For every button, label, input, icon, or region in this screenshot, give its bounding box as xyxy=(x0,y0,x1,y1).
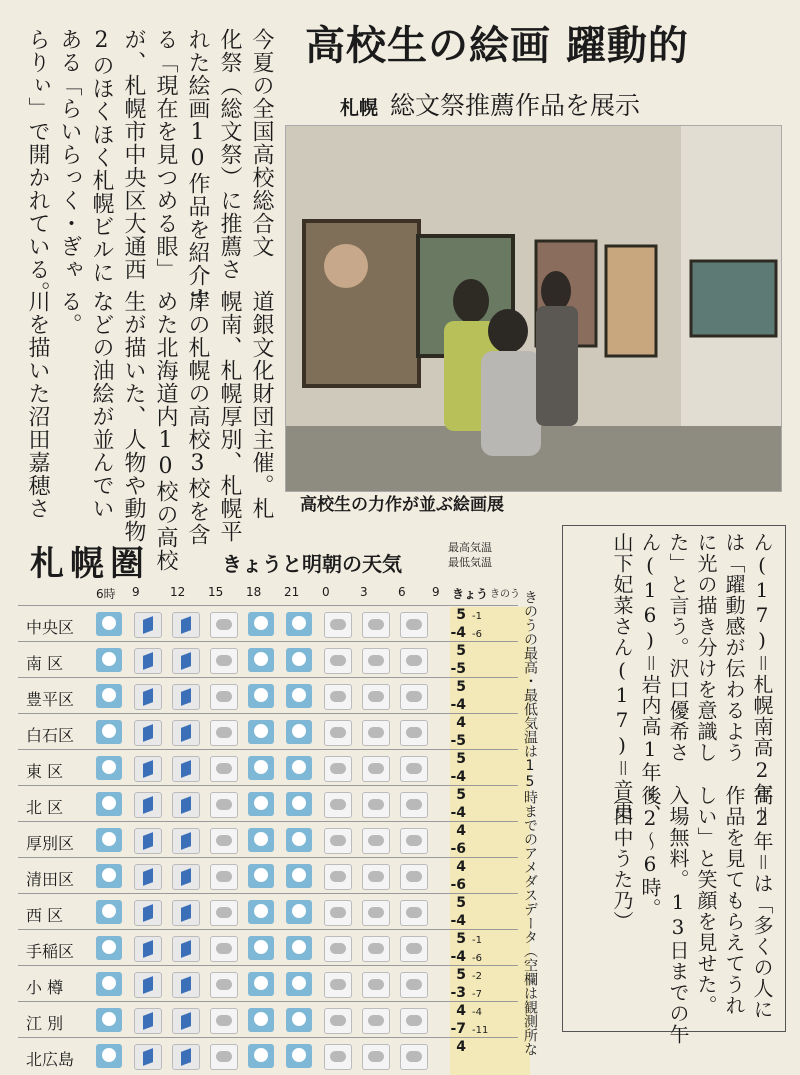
cloud-icon xyxy=(324,720,352,746)
snow-icon xyxy=(286,720,312,744)
snow-icon xyxy=(248,936,274,960)
snow-icon xyxy=(96,648,122,672)
hour-label: 18 xyxy=(246,585,262,599)
weather-row xyxy=(18,857,518,895)
hour-label: 12 xyxy=(170,585,186,599)
body-column: ん(17)＝札幌南高2年＝ xyxy=(750,532,774,825)
yesterday-high: -4 xyxy=(472,1007,482,1018)
body-column: 生が描いた、人物や動物 xyxy=(121,290,146,543)
weather-row xyxy=(18,893,518,931)
today-low: -4 xyxy=(450,769,466,785)
area-name: 中央区 xyxy=(26,618,75,637)
today-low: -6 xyxy=(450,841,466,857)
body-column: などの油絵が並んでい xyxy=(89,290,114,520)
snow-icon xyxy=(96,828,122,852)
area-name: 豊平区 xyxy=(26,690,75,709)
cloud-icon xyxy=(324,612,352,638)
area-name: 手稲区 xyxy=(26,942,75,961)
today-low: -4 xyxy=(450,805,466,821)
legend-high: 最高気温 xyxy=(448,541,492,554)
cloud-icon xyxy=(400,972,428,998)
area-name: 東 区 xyxy=(26,762,64,781)
exhibition-photo-illustration xyxy=(286,126,781,491)
snow-icon xyxy=(248,864,274,888)
body-column: めた北海道内10校の高校 xyxy=(153,290,178,572)
body-column: 後2〜6時。 xyxy=(638,785,662,919)
body-column: しい」と笑顔を見せた。 xyxy=(694,785,718,1016)
cloud-icon xyxy=(400,756,428,782)
snow-icon xyxy=(286,1008,312,1032)
cloud-icon xyxy=(324,972,352,998)
hour-label: 3 xyxy=(360,585,368,599)
wind-icon xyxy=(134,612,162,638)
weather-row xyxy=(18,677,518,715)
wind-icon xyxy=(134,900,162,926)
yesterday-high: -2 xyxy=(472,971,482,982)
today-low: -5 xyxy=(450,661,466,677)
snow-icon xyxy=(96,972,122,996)
temperature-cell xyxy=(450,1003,530,1039)
snow-icon xyxy=(248,720,274,744)
cloud-icon xyxy=(210,936,238,962)
today-high: 4 xyxy=(456,823,466,839)
snow-icon xyxy=(96,612,122,636)
cloud-icon xyxy=(210,1044,238,1070)
wind-icon xyxy=(172,864,200,890)
today-high: 5 xyxy=(456,931,466,947)
temperature-cell xyxy=(450,895,530,931)
today-high: 5 xyxy=(456,895,466,911)
cloud-icon xyxy=(210,1008,238,1034)
cloud-icon xyxy=(324,864,352,890)
snow-icon xyxy=(286,1044,312,1068)
yesterday-low: -7 xyxy=(472,989,482,1000)
today-low: -4 xyxy=(450,949,466,965)
weather-row xyxy=(18,1037,518,1075)
temperature-cell xyxy=(450,679,530,715)
wind-icon xyxy=(134,936,162,962)
body-column: が、札幌市中央区大通西 xyxy=(121,28,146,281)
weather-row xyxy=(18,929,518,967)
weather-footnote: きのうの最高・最低気温は15時までのアメダスデータ（空欄は観測所な xyxy=(522,590,538,1056)
today-low: -4 xyxy=(450,625,466,641)
cloud-icon xyxy=(210,720,238,746)
subheadline-text: 総文祭推薦作品を展示 xyxy=(390,91,641,120)
cloud-icon xyxy=(362,864,390,890)
hour-label: 6 xyxy=(398,585,406,599)
weather-row xyxy=(18,749,518,787)
wind-icon xyxy=(134,1044,162,1070)
wind-icon xyxy=(172,612,200,638)
wind-icon xyxy=(134,792,162,818)
wind-icon xyxy=(134,1008,162,1034)
wind-icon xyxy=(134,756,162,782)
today-high: 4 xyxy=(456,859,466,875)
temperature-cell xyxy=(450,751,530,787)
yesterday-low: -11 xyxy=(472,1025,489,1036)
cloud-icon xyxy=(324,792,352,818)
cloud-icon xyxy=(362,756,390,782)
snow-icon xyxy=(286,828,312,852)
body-column: に光の描き分けを意識し xyxy=(694,532,718,763)
body-column: 作品を見てもらえてうれ xyxy=(722,785,746,1016)
weather-row xyxy=(18,785,518,823)
snow-icon xyxy=(96,936,122,960)
area-name: 清田区 xyxy=(26,870,75,889)
today-low: -5 xyxy=(450,733,466,749)
temperature-cell xyxy=(450,967,530,1003)
snow-icon xyxy=(286,756,312,780)
body-column: 山下妃菜さん(17)＝音更 xyxy=(610,532,634,821)
temperature-cell xyxy=(450,859,530,895)
yesterday-high: -1 xyxy=(472,935,482,946)
cloud-icon xyxy=(400,828,428,854)
cloud-icon xyxy=(324,756,352,782)
area-name: 小 樽 xyxy=(26,978,64,997)
body-column: （田中うた乃） xyxy=(610,785,634,932)
snow-icon xyxy=(286,936,312,960)
cloud-icon xyxy=(324,684,352,710)
snow-icon xyxy=(286,792,312,816)
snow-icon xyxy=(96,1044,122,1068)
snow-icon xyxy=(96,756,122,780)
cloud-icon xyxy=(400,720,428,746)
area-name: 厚別区 xyxy=(26,834,75,853)
body-column: 今夏の全国高校総合文 xyxy=(249,28,274,258)
cloud-icon xyxy=(400,864,428,890)
temperature-cell xyxy=(450,715,530,751)
cloud-icon xyxy=(400,1008,428,1034)
cloud-icon xyxy=(210,900,238,926)
photo-caption: 高校生の力作が並ぶ絵画展 xyxy=(300,495,504,515)
body-column: 化祭（総文祭）に推薦さ xyxy=(217,28,242,281)
cloud-icon xyxy=(210,828,238,854)
hour-label: 6時 xyxy=(96,587,116,601)
area-name: 北広島 xyxy=(26,1050,75,1069)
today-high: 5 xyxy=(456,787,466,803)
snow-icon xyxy=(96,792,122,816)
cloud-icon xyxy=(210,612,238,638)
cloud-icon xyxy=(324,900,352,926)
cloud-icon xyxy=(324,828,352,854)
legend-low: 最低気温 xyxy=(448,556,492,569)
wind-icon xyxy=(134,972,162,998)
cloud-icon xyxy=(210,792,238,818)
today-high: 5 xyxy=(456,967,466,983)
body-column: 川を描いた沼田嘉穂さ xyxy=(25,290,50,520)
body-column: 入場無料。13日までの午 xyxy=(666,785,690,1045)
area-name: 西 区 xyxy=(26,906,64,925)
cloud-icon xyxy=(324,1044,352,1070)
area-name: 白石区 xyxy=(26,726,75,745)
body-column: ん(16)＝岩内高1年＝、 xyxy=(638,532,662,825)
cloud-icon xyxy=(400,1044,428,1070)
weather-row xyxy=(18,605,518,643)
cloud-icon xyxy=(362,648,390,674)
wind-icon xyxy=(172,720,200,746)
area-name: 江 別 xyxy=(26,1014,64,1033)
temperature-cell xyxy=(450,1039,530,1075)
cloud-icon xyxy=(400,684,428,710)
today-high: 4 xyxy=(456,715,466,731)
today-low: -4 xyxy=(450,697,466,713)
wind-icon xyxy=(172,972,200,998)
snow-icon xyxy=(286,972,312,996)
temperature-cell xyxy=(450,823,530,859)
snow-icon xyxy=(96,864,122,888)
cloud-icon xyxy=(400,792,428,818)
snow-icon xyxy=(96,1008,122,1032)
body-column: れた絵画10作品を紹介す xyxy=(185,28,210,310)
temperature-cell xyxy=(450,787,530,823)
weather-legend xyxy=(448,540,492,570)
body-column: 岸の札幌の高校3校を含 xyxy=(185,290,210,546)
weather-row xyxy=(18,821,518,859)
weather-row xyxy=(18,1001,518,1039)
hour-label: 21 xyxy=(284,585,300,599)
wind-icon xyxy=(172,684,200,710)
snow-icon xyxy=(286,900,312,924)
cloud-icon xyxy=(362,720,390,746)
snow-icon xyxy=(248,900,274,924)
snow-icon xyxy=(248,972,274,996)
wind-icon xyxy=(172,936,200,962)
snow-icon xyxy=(286,612,312,636)
cloud-icon xyxy=(400,648,428,674)
body-column: 幌南、札幌厚別、札幌平 xyxy=(217,290,242,543)
wind-icon xyxy=(172,828,200,854)
snow-icon xyxy=(248,648,274,672)
body-column: は「躍動感が伝わるよう xyxy=(722,532,746,763)
body-column: ある「らいらっく・ぎゃ xyxy=(57,28,82,281)
today-label: きょう xyxy=(452,587,489,601)
today-high: 5 xyxy=(456,607,466,623)
yesterday-low: -6 xyxy=(472,953,482,964)
today-high: 5 xyxy=(456,751,466,767)
wind-icon xyxy=(134,684,162,710)
exhibition-photo xyxy=(285,125,782,492)
yesterday-label: きのう xyxy=(490,589,520,600)
today-low: -3 xyxy=(450,985,466,1001)
wind-icon xyxy=(172,900,200,926)
cloud-icon xyxy=(400,612,428,638)
yesterday-high: -1 xyxy=(472,611,482,622)
yesterday-low: -6 xyxy=(472,629,482,640)
body-column: た」と言う。沢口優希さ xyxy=(666,532,690,763)
cloud-icon xyxy=(362,792,390,818)
today-low: -4 xyxy=(450,913,466,929)
cloud-icon xyxy=(210,684,238,710)
snow-icon xyxy=(248,1008,274,1032)
wind-icon xyxy=(172,1008,200,1034)
snow-icon xyxy=(286,648,312,672)
weather-row xyxy=(18,965,518,1003)
cloud-icon xyxy=(362,900,390,926)
hour-label: 9 xyxy=(432,585,440,599)
snow-icon xyxy=(248,612,274,636)
snow-icon xyxy=(248,756,274,780)
cloud-icon xyxy=(362,1008,390,1034)
wind-icon xyxy=(172,792,200,818)
today-high: 4 xyxy=(456,1039,466,1055)
cloud-icon xyxy=(210,648,238,674)
body-column: らりぃ」で開かれている。 xyxy=(25,28,50,304)
body-column: 2のほくほく札幌ビルに xyxy=(89,28,114,284)
cloud-icon xyxy=(324,648,352,674)
snow-icon xyxy=(248,792,274,816)
weather-row xyxy=(18,641,518,679)
today-high: 5 xyxy=(456,643,466,659)
snow-icon xyxy=(96,684,122,708)
today-high: 4 xyxy=(456,1003,466,1019)
today-high: 5 xyxy=(456,679,466,695)
headline: 高校生の絵画 躍動的 xyxy=(305,22,689,69)
body-column: る「現在を見つめる眼」 xyxy=(153,28,178,281)
body-column: 高2年＝は「多くの人に xyxy=(750,785,774,1020)
body-column: る。 xyxy=(57,290,82,336)
temperature-cell xyxy=(450,607,530,643)
wind-icon xyxy=(134,648,162,674)
cloud-icon xyxy=(362,972,390,998)
snow-icon xyxy=(286,684,312,708)
temperature-cell xyxy=(450,643,530,679)
cloud-icon xyxy=(362,1044,390,1070)
cloud-icon xyxy=(210,864,238,890)
weather-subtitle: きょうと明朝の天気 xyxy=(222,552,402,576)
hour-label: 15 xyxy=(208,585,224,599)
hour-label: 0 xyxy=(322,585,330,599)
wind-icon xyxy=(134,720,162,746)
snow-icon xyxy=(96,720,122,744)
cloud-icon xyxy=(362,936,390,962)
wind-icon xyxy=(172,1044,200,1070)
wind-icon xyxy=(172,648,200,674)
wind-icon xyxy=(134,864,162,890)
cloud-icon xyxy=(400,900,428,926)
temperature-cell xyxy=(450,931,530,967)
cloud-icon xyxy=(400,936,428,962)
today-low: -6 xyxy=(450,877,466,893)
subheadline xyxy=(340,86,640,122)
body-column: 道銀文化財団主催。札 xyxy=(249,290,274,520)
snow-icon xyxy=(96,900,122,924)
cloud-icon xyxy=(210,756,238,782)
snow-icon xyxy=(286,864,312,888)
area-name: 南 区 xyxy=(26,654,64,673)
dateline-location: 札幌 xyxy=(340,97,379,119)
snow-icon xyxy=(248,684,274,708)
snow-icon xyxy=(248,1044,274,1068)
cloud-icon xyxy=(362,828,390,854)
cloud-icon xyxy=(362,612,390,638)
cloud-icon xyxy=(362,684,390,710)
today-low: -7 xyxy=(450,1021,466,1037)
weather-row xyxy=(18,713,518,751)
cloud-icon xyxy=(324,936,352,962)
hour-label: 9 xyxy=(132,585,140,599)
wind-icon xyxy=(134,828,162,854)
area-name: 北 区 xyxy=(26,798,64,817)
snow-icon xyxy=(248,828,274,852)
cloud-icon xyxy=(210,972,238,998)
wind-icon xyxy=(172,756,200,782)
cloud-icon xyxy=(324,1008,352,1034)
weather-region-title: 札幌圏 xyxy=(30,544,150,584)
